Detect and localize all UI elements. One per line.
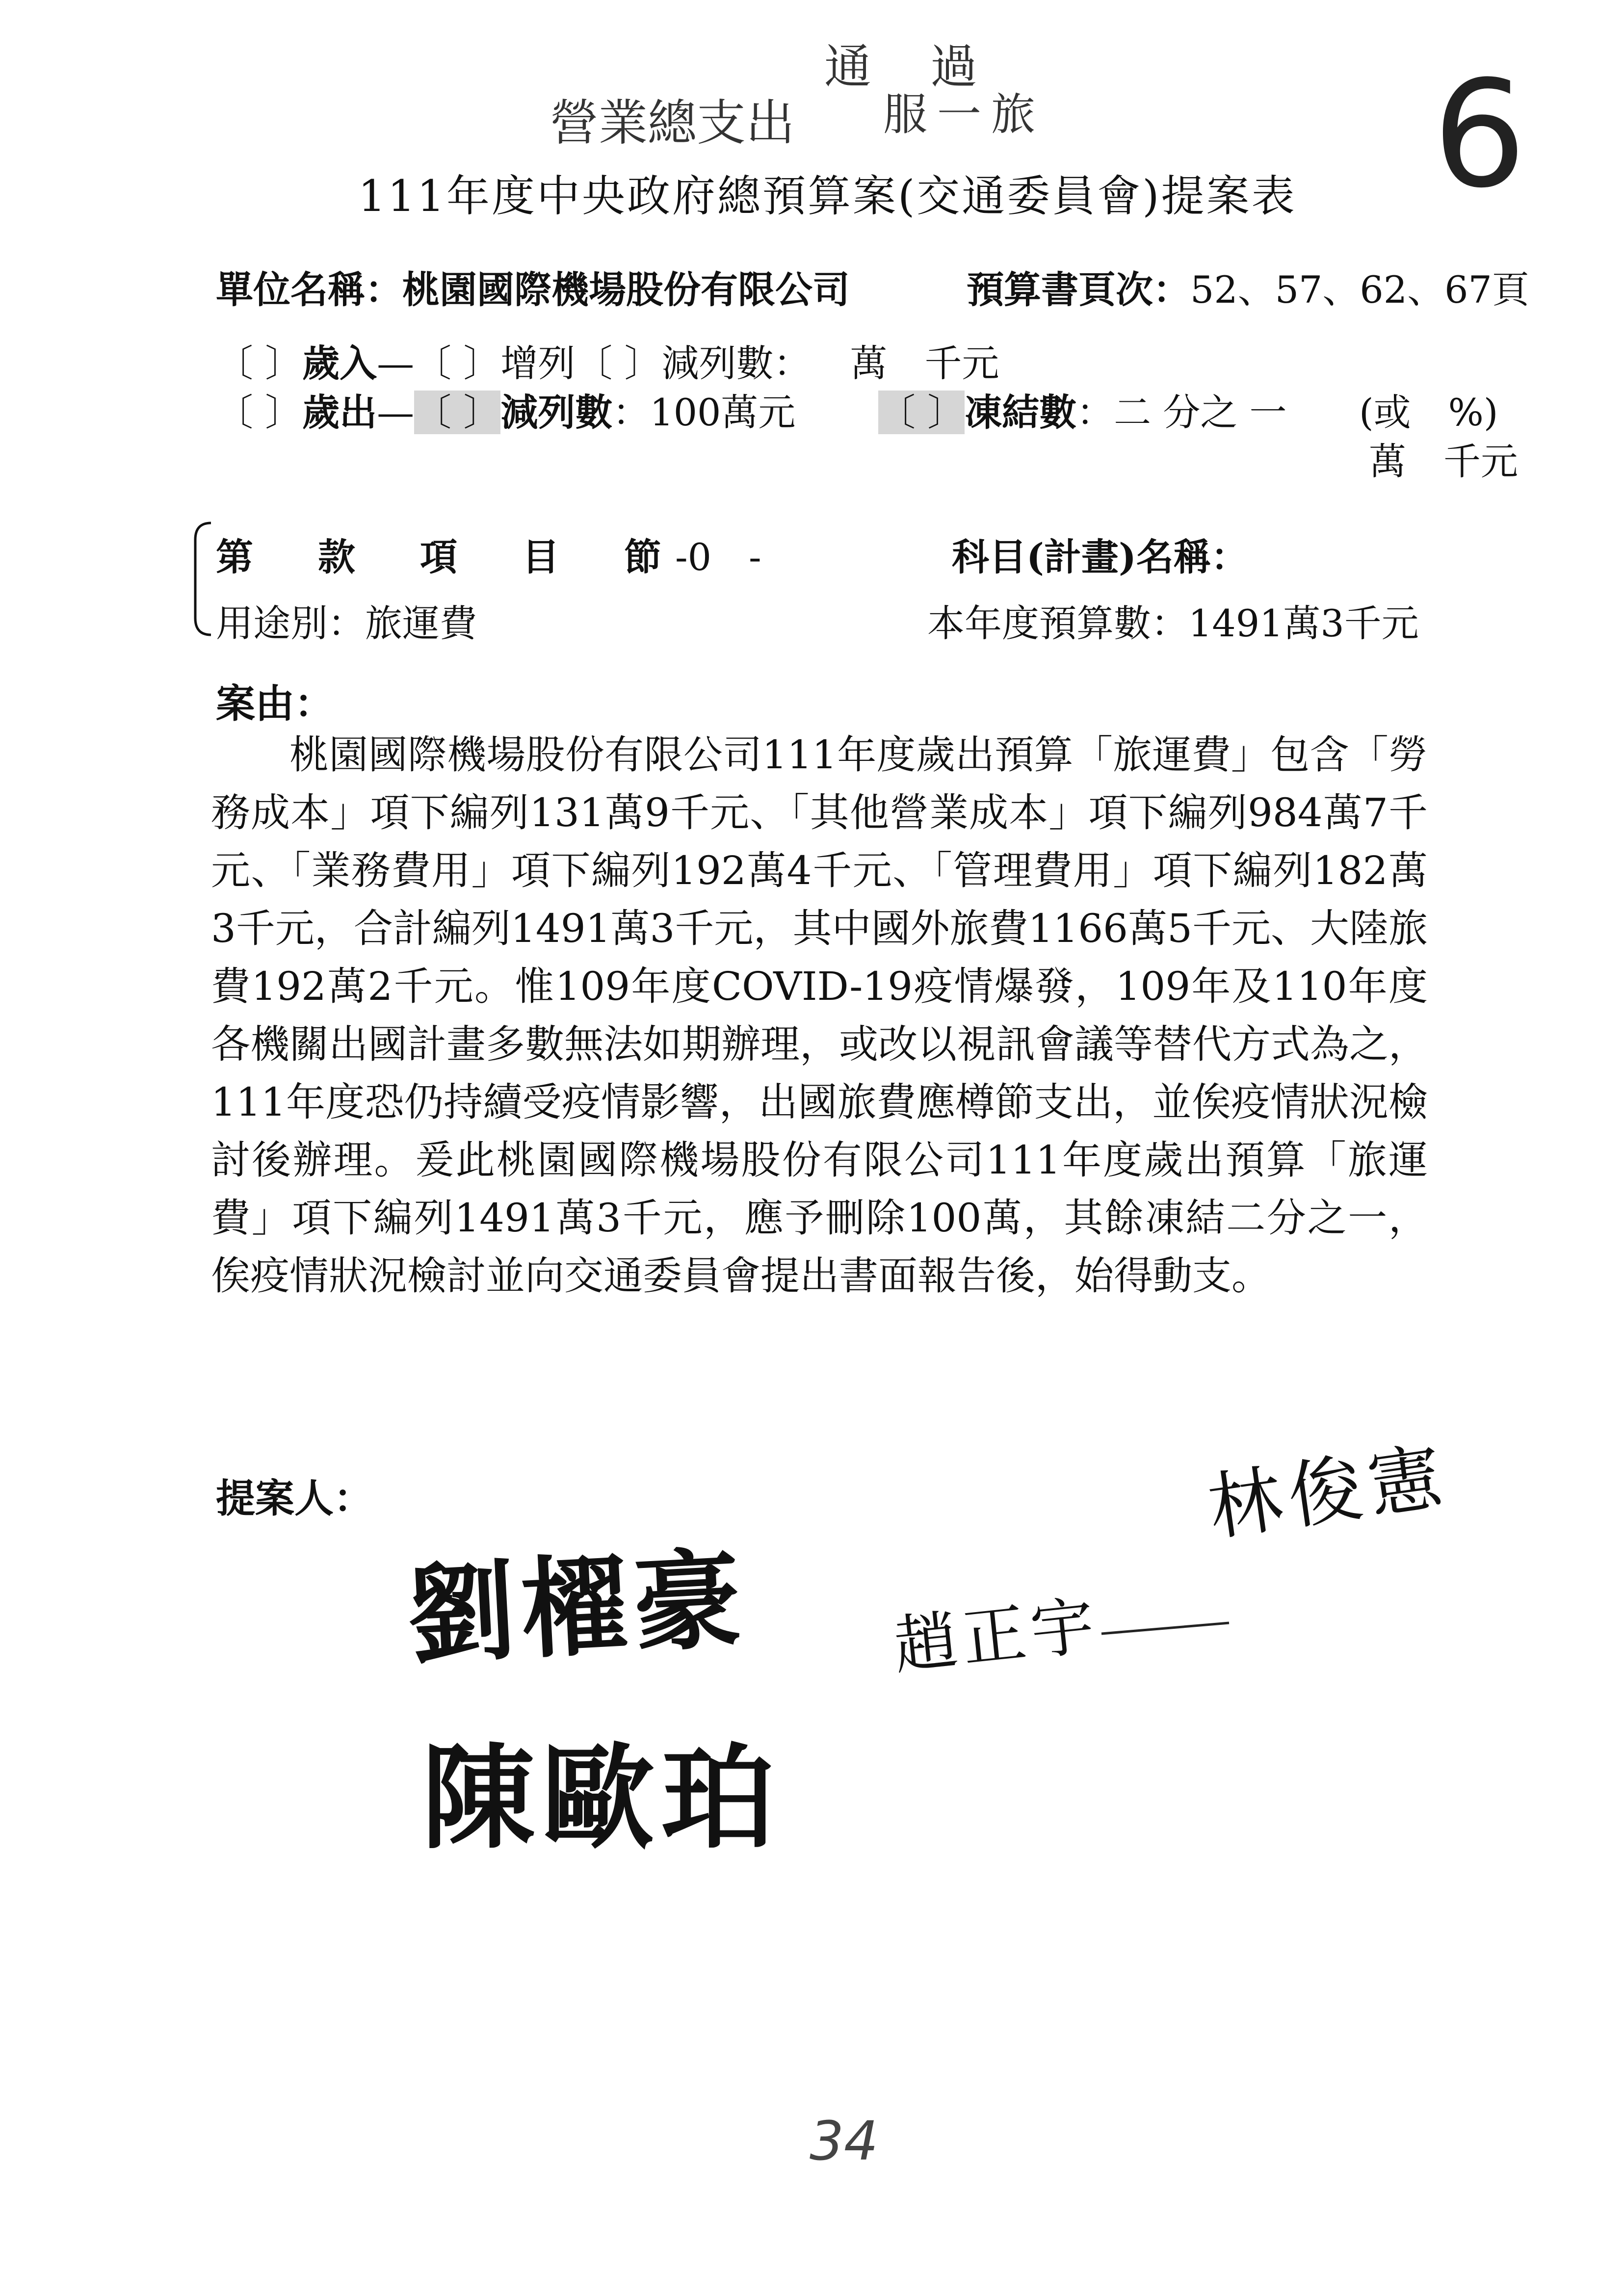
revenue-line (216, 334, 999, 387)
expense-bracket-1: 〔 〕 (216, 391, 303, 434)
revenue-decrease: 減列數： (661, 341, 811, 385)
reason-heading: 案由： (216, 680, 334, 727)
footer-page-number: 34 (810, 2110, 878, 2172)
revenue-dash: — (377, 341, 415, 385)
freeze-percent: (或 %) (1359, 391, 1498, 434)
stamp-category: 營業總支出 (550, 94, 795, 152)
sections-label: 第 款 項 目 節 (216, 535, 675, 579)
expense-dash: — (377, 391, 415, 434)
unit-row (216, 260, 850, 313)
sections-row (216, 527, 761, 581)
expense-label: 歲出 (302, 391, 377, 434)
page-title: 111年度中央政府總預算案(交通委員會)提案表 (358, 171, 1297, 221)
revenue-increase: 增列 (500, 341, 576, 385)
revenue-bracket-3: 〔 〕 (575, 341, 662, 385)
budget-pages-label: 預算書頁次： (967, 268, 1190, 312)
expense-line (216, 383, 795, 436)
revenue-units: 萬 千元 (850, 341, 999, 385)
freeze-bracket: 〔 〕 (878, 391, 965, 434)
expense-bracket-2: 〔 〕 (414, 391, 501, 434)
signature-1: 劉櫂豪 (404, 1536, 750, 1679)
signature-4: 陳歐珀 (422, 1733, 782, 1864)
freeze-value: ：二 分之 一 (1076, 391, 1287, 434)
budget-pages-row (967, 260, 1529, 313)
freeze-group (878, 383, 1287, 436)
signature-2-stroke (1099, 1614, 1231, 1644)
signature-3: 林俊憲 (1203, 1433, 1454, 1552)
proposer-label: 提案人： (216, 1475, 373, 1521)
expense-units: 萬 千元 (1369, 440, 1518, 483)
expense-decrease-value: ：100萬元 (612, 391, 796, 434)
signature-2: 趙正宇 (890, 1588, 1103, 1684)
budget-pages-value: 52、57、62、67頁 (1190, 268, 1529, 312)
stamp-note: 服一旅 (883, 89, 1045, 140)
expense-decrease-label: 減列數 (500, 391, 613, 434)
revenue-bracket-2: 〔 〕 (414, 341, 501, 385)
handwritten-page-number: 6 (1433, 49, 1526, 220)
sections-value: -0 - (675, 535, 761, 579)
subject-label: 科目(計畫)名稱： (952, 535, 1248, 579)
revenue-label: 歲入 (302, 341, 377, 385)
freeze-label: 凍結數 (965, 391, 1077, 434)
revenue-bracket-1: 〔 〕 (216, 341, 303, 385)
budget-amount: 本年度預算數：1491萬3千元 (927, 601, 1419, 645)
stamp-approved: 通過 (824, 39, 1036, 94)
reason-body: 桃園國際機場股份有限公司111年度歲出預算「旅運費」包含「勞務成本」項下編列131萬9千元、「其他營業成本」項下編列984萬7千元、「業務費用」項下編列192萬4千元、「管理費用」項下編列182萬3千元，合計編列1491萬3千元，其中國外旅費1166萬5千元、大陸旅費192萬2千元。惟109年度COVID-19疫情爆發，109年及110年度各機關出國計畫多數無法如期辦理，或改以視訊會議等替代方式為之，111年度恐仍持續受疫情影響，出國旅費應樽節支出，並俟疫情狀況檢討後辦理。爰此桃園國際機場股份有限公司111年度歲出預算「旅運費」項下編列1491萬3千元，應予刪除100萬，其餘凍結二分之一，俟疫情狀況檢討並向交通委員會提出書面報告後，始得動支。 (211, 732, 1428, 1299)
use-label: 用途別：旅運費 (216, 601, 477, 645)
unit-label: 單位名稱： (216, 268, 402, 312)
unit-name: 桃園國際機場股份有限公司 (402, 268, 850, 312)
classification-bracket (191, 520, 216, 638)
